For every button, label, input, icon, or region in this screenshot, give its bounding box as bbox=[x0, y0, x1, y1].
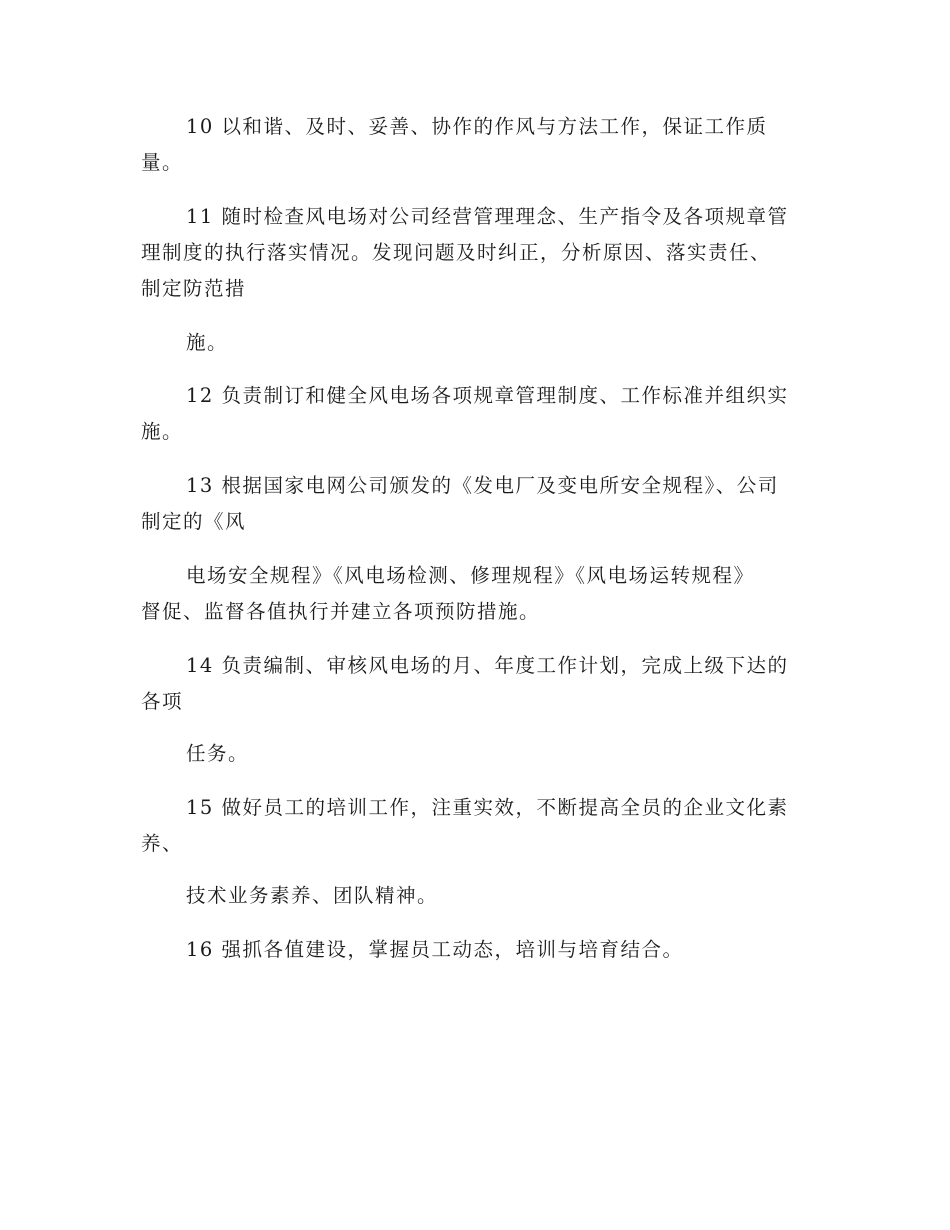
paragraph-13-continuation bbox=[141, 558, 811, 630]
paragraph-11-continuation bbox=[141, 325, 811, 361]
paragraph-line: 任务。 bbox=[186, 742, 250, 765]
paragraph-line: 施。 bbox=[141, 420, 184, 443]
paragraph-line: 13 根据国家电网公司颁发的《发电厂及变电所安全规程》、公司 bbox=[186, 474, 779, 497]
paragraph-line: 施。 bbox=[186, 331, 229, 354]
paragraph-line: 16 强抓各值建设，掌握员工动态，培训与培育结合。 bbox=[186, 938, 684, 961]
paragraph-line: 制定防范措 bbox=[141, 277, 247, 300]
paragraph-10 bbox=[141, 109, 811, 181]
paragraph-11 bbox=[141, 199, 811, 307]
paragraph-15-continuation bbox=[141, 878, 811, 914]
paragraph-line: 15 做好员工的培训工作，注重实效，不断提高全员的企业文化素 bbox=[186, 796, 789, 819]
paragraph-line: 量。 bbox=[141, 151, 184, 174]
paragraph-line: 10 以和谐、及时、妥善、协作的作风与方法工作，保证工作质 bbox=[186, 115, 768, 138]
paragraph-line: 理制度的执行落实情况。发现问题及时纠正，分析原因、落实责任、 bbox=[141, 241, 772, 264]
paragraph-line: 督促、监督各值执行并建立各项预防措施。 bbox=[141, 600, 541, 623]
paragraph-line: 11 随时检查风电场对公司经营管理理念、生产指令及各项规章管 bbox=[186, 205, 789, 228]
paragraph-14-continuation bbox=[141, 736, 811, 772]
paragraph-line: 12 负责制订和健全风电场各项规章管理制度、工作标准并组织实 bbox=[186, 384, 789, 407]
paragraph-13 bbox=[141, 468, 811, 540]
paragraph-line: 养、 bbox=[141, 832, 184, 855]
paragraph-15 bbox=[141, 790, 811, 862]
paragraph-16 bbox=[141, 932, 811, 968]
paragraph-line: 14 负责编制、审核风电场的月、年度工作计划，完成上级下达的 bbox=[186, 654, 789, 677]
paragraph-line: 电场安全规程》《风电场检测、修理规程》《风电场运转规程》 bbox=[186, 564, 755, 587]
paragraph-line: 技术业务素养、团队精神。 bbox=[186, 884, 439, 907]
paragraph-line: 制定的《风 bbox=[141, 510, 247, 533]
paragraph-14 bbox=[141, 648, 811, 720]
paragraph-12 bbox=[141, 378, 811, 450]
paragraph-line: 各项 bbox=[141, 690, 184, 713]
